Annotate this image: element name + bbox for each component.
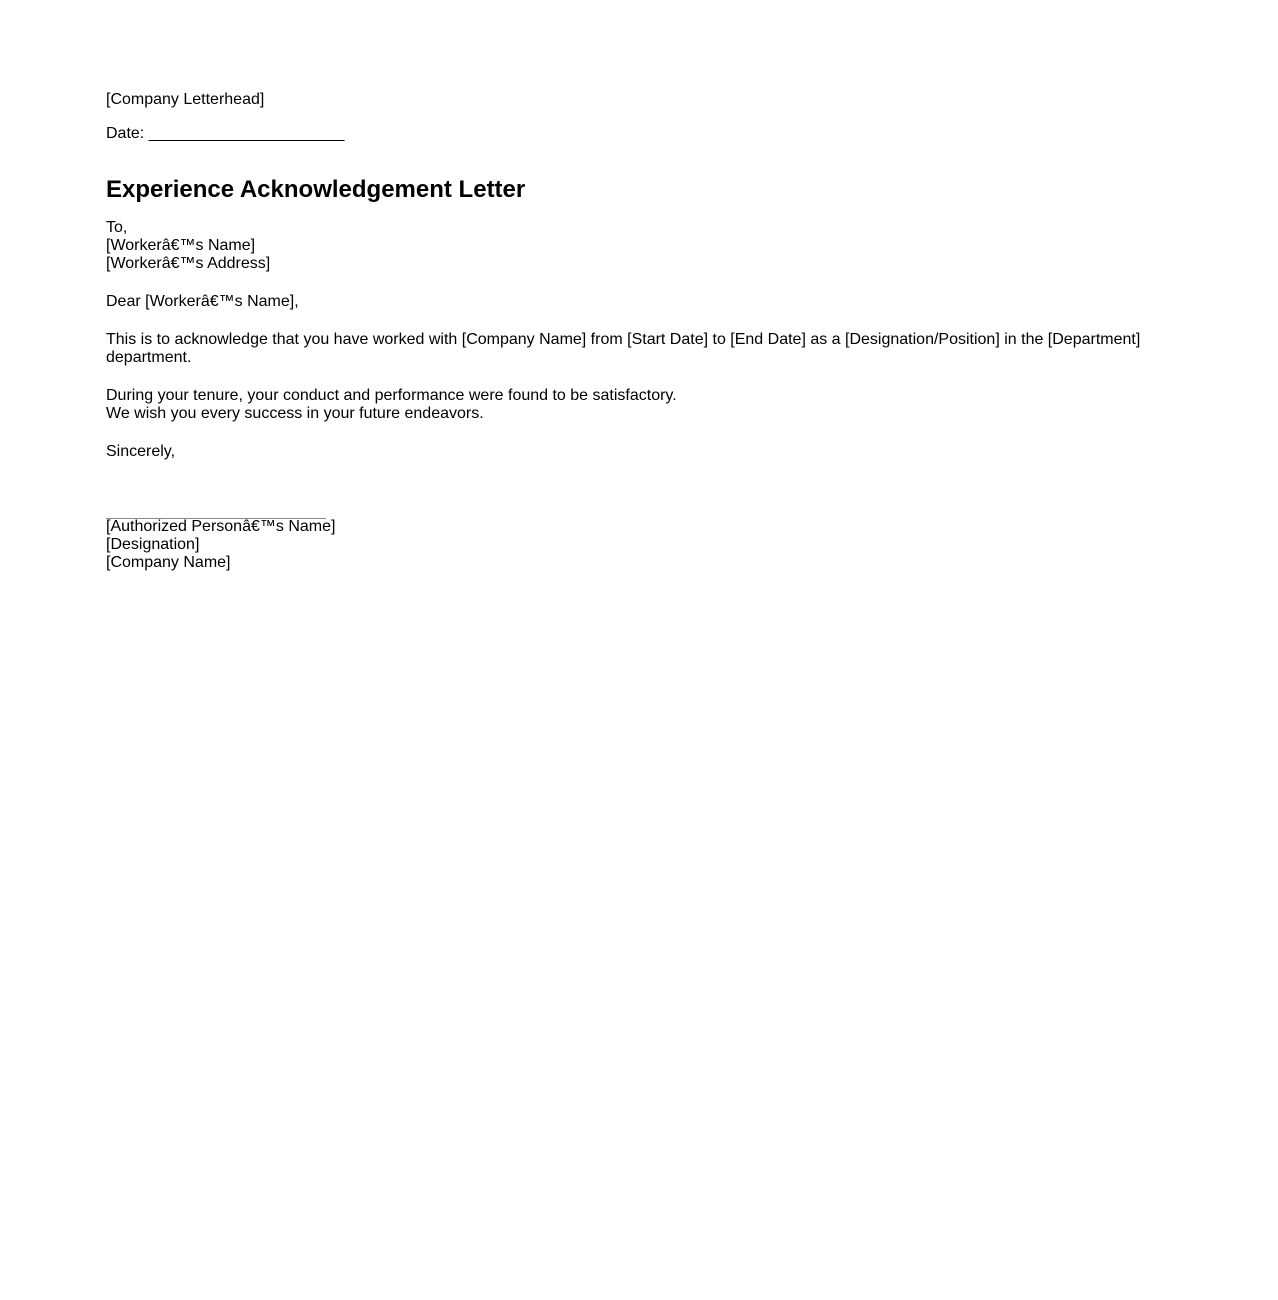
signatory-company: [Company Name] bbox=[106, 554, 231, 571]
body-paragraph-1: This is to acknowledge that you have worked with [Company Name] from [Start Date] to [End Date] as a [Designation/Position] in the [Department] department. bbox=[106, 331, 1141, 366]
company-letterhead: [Company Letterhead] bbox=[106, 91, 265, 108]
recipient-name: [Workerâ€™s Name] bbox=[106, 237, 256, 254]
page-title: Experience Acknowledgement Letter bbox=[106, 176, 526, 203]
body-paragraph-2-line-1: During your tenure, your conduct and performance were found to be satisfactory. bbox=[106, 387, 677, 404]
closing: Sincerely, bbox=[106, 443, 176, 460]
recipient-to: To, bbox=[106, 219, 128, 236]
signatory-name: [Authorized Personâ€™s Name] bbox=[106, 518, 336, 535]
signatory-designation: [Designation] bbox=[106, 536, 200, 553]
date-line: Date: ______________________ bbox=[106, 125, 345, 142]
salutation: Dear [Workerâ€™s Name], bbox=[106, 293, 299, 310]
recipient-address: [Workerâ€™s Address] bbox=[106, 255, 271, 272]
body-paragraph-2-line-2: We wish you every success in your future endeavors. bbox=[106, 405, 484, 422]
